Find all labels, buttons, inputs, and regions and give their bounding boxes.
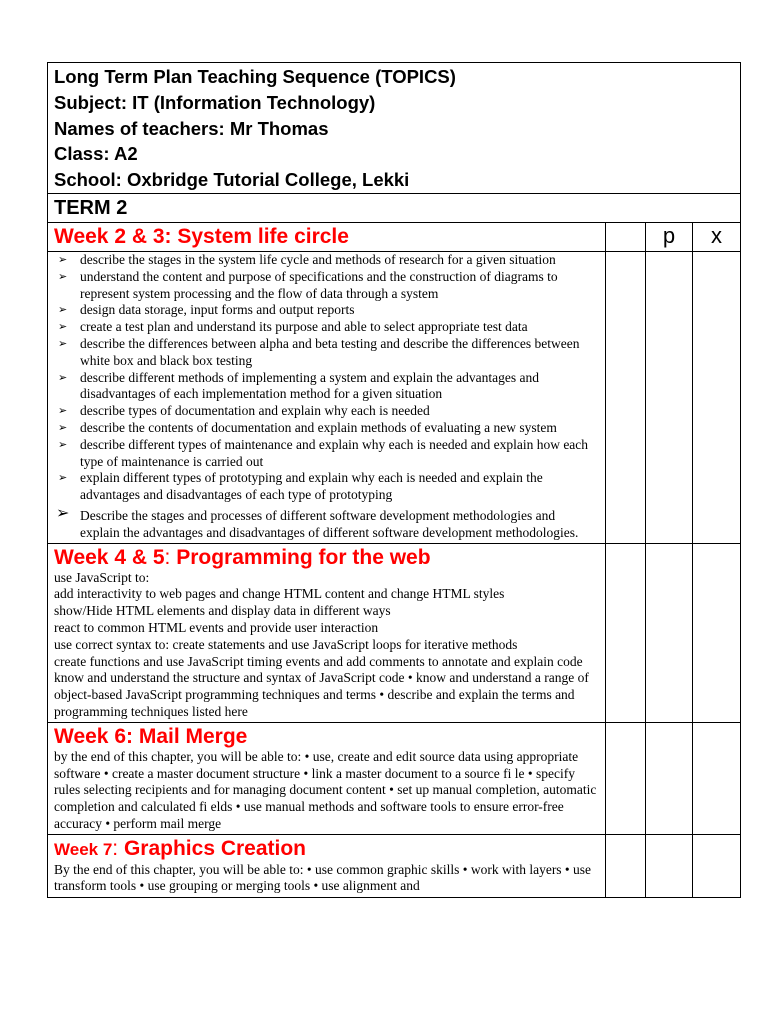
check-cell-x[interactable] (693, 834, 741, 898)
arrow-bullet-icon: ➢ (58, 320, 68, 334)
arrow-bullet-icon: ➢ (58, 404, 68, 418)
header-cell (48, 63, 741, 194)
arrow-bullet-icon: ➢ (58, 437, 68, 451)
week-7-heading: Week 7: Graphics Creation (54, 836, 307, 860)
check-cell[interactable] (606, 722, 646, 834)
list-item: ➢ create a test plan and understand its purpose and able to select appropriate test data (58, 319, 528, 335)
check-cell-p[interactable] (646, 543, 693, 722)
arrow-bullet-icon: ➢ (58, 269, 68, 283)
text-line: create functions and use JavaScript timing events and add comments to annotate and explain code (54, 653, 583, 669)
text-line: add interactivity to web pages and change HTML content and change HTML styles (54, 586, 505, 602)
subject-line: Subject: IT (Information Technology) (54, 91, 376, 113)
week-6-content (48, 722, 606, 834)
check-cell-p[interactable] (646, 722, 693, 834)
list-item: ➢ Describe the stages and processes of different software development methodologies and explain the advantages and disadvantages of different software development methodologies. (56, 502, 579, 540)
plan-table (47, 62, 741, 898)
lesson-plan-document (47, 62, 740, 898)
text-line: use JavaScript to: (54, 569, 150, 585)
week-2-3-objectives (48, 252, 605, 542)
check-cell-x[interactable] (693, 722, 741, 834)
text-line: show/Hide HTML elements and display data in different ways (54, 603, 391, 619)
list-item: ➢ explain different types of prototyping and explain why each is needed and explain the advantages and disadvantages of each type of prototyping (58, 470, 543, 503)
blank-header-cell (606, 222, 646, 251)
list-item: ➢ design data storage, input forms and output reports (58, 302, 355, 318)
check-cell-p[interactable] (646, 834, 693, 898)
week-7-content (48, 834, 606, 898)
week-7-text: By the end of this chapter, you will be able to: • use common graphic skills • work with layers • use transform tools • use grouping or merging tools • use alignment and (54, 861, 592, 894)
list-item: ➢ describe the stages in the system life cycle and methods of research for a given situation (58, 251, 556, 267)
check-cell[interactable] (606, 543, 646, 722)
class-line: Class: A2 (54, 143, 138, 165)
term-heading: TERM 2 (48, 193, 741, 222)
check-cell-x[interactable] (693, 251, 741, 543)
week-4-5-heading: Week 4 & 5: Programming for the web (54, 545, 431, 569)
teachers-line: Names of teachers: Mr Thomas (54, 117, 329, 139)
list-item: ➢ understand the content and purpose of specifications and the construction of diagrams to represent system processing and the flow of data through a system (58, 268, 558, 301)
column-x-label: x (693, 222, 741, 251)
school-line: School: Oxbridge Tutorial College, Lekki (54, 169, 410, 191)
document-title: Long Term Plan Teaching Sequence (TOPICS) (54, 66, 456, 87)
column-p-label: p (646, 222, 693, 251)
list-item: ➢ describe the contents of documentation and explain methods of evaluating a new system (58, 419, 557, 435)
week-6-text: by the end of this chapter, you will be able to: • use, create and edit source data using appropriate software • create a master document structure • link a master document to a source fi le • specify rules selecting recipients and for managing document content • set up manual completion, automatic completion and calculated fi elds • use manual methods and software tools to ensure error-free accuracy • perform mail merge (54, 748, 597, 831)
arrow-bullet-icon: ➢ (58, 336, 68, 350)
list-item: ➢ describe different methods of implementing a system and explain the advantages and disadvantages of each implementation method for a given situation (58, 369, 539, 402)
list-item: ➢ describe the differences between alpha and beta testing and describe the differences between white box and black box testing (58, 335, 580, 368)
week-4-5-text (48, 570, 605, 721)
arrow-bullet-icon: ➢ (56, 502, 70, 522)
arrow-bullet-icon: ➢ (58, 471, 68, 485)
week-4-5-content (48, 543, 606, 722)
text-line: react to common HTML events and provide user interaction (54, 619, 379, 635)
arrow-bullet-icon: ➢ (58, 370, 68, 384)
check-cell-p[interactable] (646, 251, 693, 543)
text-line: know and understand the structure and syntax of JavaScript code • know and understand a range of object-based JavaScript programming techniques and terms • describe and explain the terms and programming techniques listed here (54, 670, 589, 719)
check-cell[interactable] (606, 251, 646, 543)
week-6-heading: Week 6: Mail Merge (54, 724, 248, 748)
list-item: ➢ describe types of documentation and explain why each is needed (58, 403, 430, 419)
arrow-bullet-icon: ➢ (58, 420, 68, 434)
week-2-3-heading: Week 2 & 3: System life circle (48, 222, 606, 251)
check-cell-x[interactable] (693, 543, 741, 722)
arrow-bullet-icon: ➢ (58, 252, 68, 266)
check-cell[interactable] (606, 834, 646, 898)
text-line: use correct syntax to: create statements and use JavaScript loops for iterative methods (54, 636, 518, 652)
list-item: ➢ describe different types of maintenance and explain why each is needed and explain how each type of maintenance is carried out (58, 436, 589, 469)
week-2-3-content (48, 251, 606, 543)
arrow-bullet-icon: ➢ (58, 303, 68, 317)
